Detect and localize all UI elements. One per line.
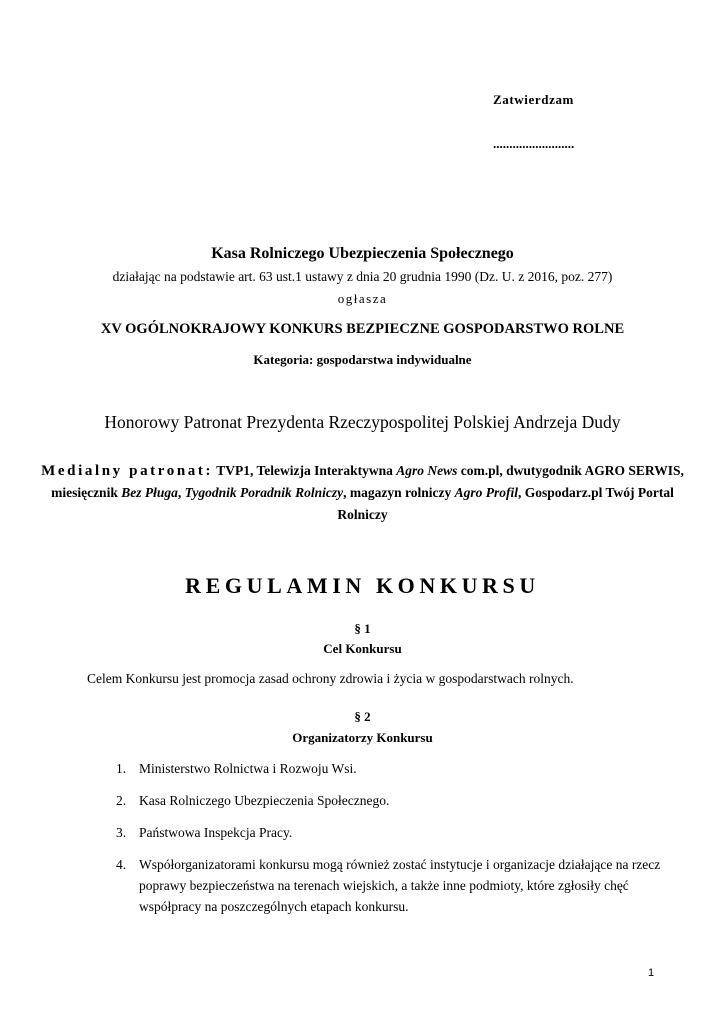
media-tygodnik: Tygodnik Poradnik Rolniczy (184, 485, 344, 500)
list-item-number: 3. (116, 825, 127, 840)
organization-name: Kasa Rolniczego Ubezpieczenia Społecznego (211, 245, 514, 262)
section-1-body: Celem Konkursu jest promocja zasad ochrony zdrowia i życia w gospodarstwach rolnych. (87, 671, 574, 686)
approval-block (493, 92, 574, 152)
media-separator: , (177, 485, 185, 500)
media-patronage-label: Medialny patronat: (41, 463, 214, 479)
list-item (116, 822, 661, 843)
announces-text: ogłasza (337, 291, 388, 306)
page-number: 1 (648, 967, 655, 979)
list-item-number: 4. (116, 857, 127, 872)
list-item (116, 790, 661, 811)
organizers-list (116, 758, 661, 928)
honorary-patronage: Honorowy Patronat Prezydenta Rzeczypospolitej Polskiej Andrzeja Dudy (104, 412, 621, 432)
list-item (116, 758, 661, 779)
list-item-number: 1. (116, 761, 127, 776)
approval-title: Zatwierdzam (493, 92, 574, 107)
list-item-text: Współorganizatorami konkursu mogą również zostać instytucje i organizacje działające na rzecz poprawy bezpieczeństwa na terenach wiejskich, a także inne podmioty, które zgłosiły chęć współpracy na poszczególnych etapach konkursu. (139, 857, 661, 914)
media-patronage (40, 460, 685, 526)
section-2-number: § 2 (354, 709, 371, 724)
media-text-4: , Gospodarz.pl Twój Portal Rolniczy (337, 485, 674, 522)
media-bez-pluga: Bez Pługa (121, 485, 178, 500)
list-item-number: 2. (116, 793, 127, 808)
contest-name: XV OGÓLNOKRAJOWY KONKURS BEZPIECZNE GOSPODARSTWO ROLNE (100, 321, 625, 337)
media-agro-news: Agro News (396, 463, 458, 478)
signature-line: ......................... (493, 136, 575, 151)
list-item-text: Państwowa Inspekcja Pracy. (139, 825, 293, 840)
regulations-title: REGULAMIN KONKURSU (185, 573, 540, 598)
section-1-number: § 1 (354, 621, 371, 636)
contest-category: Kategoria: gospodarstwa indywidualne (253, 352, 472, 367)
media-text-3: , magazyn rolniczy (343, 485, 455, 500)
section-2-title: Organizatorzy Konkursu (292, 730, 433, 745)
list-item (116, 854, 661, 917)
section-1-title: Cel Konkursu (323, 641, 402, 656)
media-text-1: TVP1, Telewizja Interaktywna (213, 463, 397, 478)
list-item-text: Kasa Rolniczego Ubezpieczenia Społecznego. (139, 793, 390, 808)
list-item-text: Ministerstwo Rolnictwa i Rozwoju Wsi. (139, 761, 357, 776)
media-agro-profil: Agro Profil (454, 485, 519, 500)
media-text-2: com.pl, dwutygodnik AGRO SERWIS, miesięcznik (51, 463, 684, 500)
legal-basis: działając na podstawie art. 63 ust.1 ustawy z dnia 20 grudnia 1990 (Dz. U. z 2016, poz. 277) (112, 269, 613, 284)
